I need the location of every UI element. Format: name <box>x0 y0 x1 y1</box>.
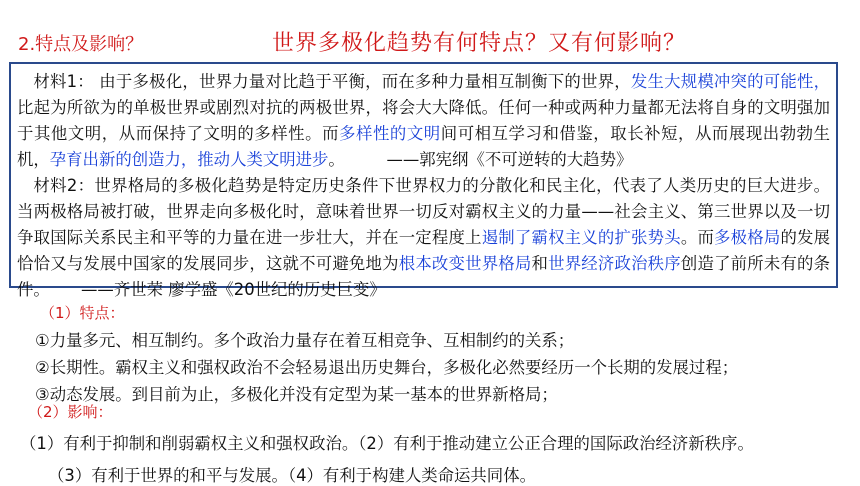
material-1-text: 。 <box>328 150 345 169</box>
materials-box <box>9 62 838 299</box>
material-2-highlight: 根本改变世界格局 <box>398 254 532 273</box>
material-2-text: 和 <box>531 254 549 273</box>
material-2-text: 创造了前所未有的条件。 <box>17 254 831 299</box>
feature-item: ①力量多元、相互制约。多个政治力量存在着互相竞争、互相制约的关系； <box>35 331 575 350</box>
material-2-text: 的发展恰恰又与发展中国家的发展同步，这就不可避免地为 <box>17 228 831 273</box>
feature-item: ②长期性。霸权主义和强权政治不会轻易退出历史舞台，多极化必然要经历一个长期的发展过程； <box>35 358 739 377</box>
material-1-label: 材料1： <box>33 72 94 91</box>
impact-line: （1）有利于抑制和削弱霸权主义和强权政治。（2）有利于推动建立公正合理的国际政治经济新秩序。 <box>20 434 754 453</box>
features-label: （1）特点： <box>40 304 125 322</box>
material-2-text: 世界格局的多极化趋势是特定历史条件下世界权力的分散化和民主化，代表了人类历史的巨大进步。当两极格局被打破，世界走向多极化时，意味着世界一切反对霸权主义的力量——社会主义、第三世界以及一切争取国际关系民主和平等的力量在进一步壮大，并在一定程度上 <box>17 176 830 247</box>
feature-item: ③动态发展。到目前为止，多极化并没有定型为某一基本的世界新格局； <box>35 385 558 404</box>
slide-title: 世界多极化趋势有何特点？又有何影响？ <box>272 31 687 56</box>
material-2-highlight: 多极格局 <box>714 228 781 247</box>
material-2-text: 。而 <box>680 228 715 247</box>
material-1-text: 由于多极化，世界力量对比趋于平衡，而在多种力量相互制衡下的世界， <box>93 72 631 91</box>
material-1-source: ——郭宪纲《不可逆转的大趋势》 <box>344 150 633 169</box>
material-2-highlight: 遏制了霸权主义的扩张势头 <box>481 228 681 247</box>
material-2-source: ——齐世荣 廖学盛《20世纪的历史巨变》 <box>49 280 386 299</box>
material-1 <box>17 69 830 173</box>
material-1-highlight: 多样性的文明 <box>339 124 441 143</box>
impact-label: （2）影响： <box>28 403 113 421</box>
material-2-label: 材料2： <box>33 176 95 195</box>
material-1-text: 比起为所欲为的单极世界或剧烈对抗的两极世界，将会大大降低。任何一种或两种力量都无法将自身的文明强加于其他文明，从而保持了文明的多样性。而 <box>17 98 830 143</box>
section-title: 2.特点及影响？ <box>18 34 144 55</box>
material-1-highlight: 孕育出新的创造力，推动人类文明进步 <box>49 150 329 169</box>
impact-line: （3）有利于世界的和平与发展。（4）有利于构建人类命运共同体。 <box>48 466 536 485</box>
material-1-highlight: 发生大规模冲突的可能性， <box>630 72 830 91</box>
material-1-text: 间可相互学习和借鉴，取长补短，从而展现出勃勃生机， <box>17 124 831 169</box>
material-2 <box>17 173 830 303</box>
material-2-highlight: 世界经济政治秩序 <box>548 254 681 273</box>
